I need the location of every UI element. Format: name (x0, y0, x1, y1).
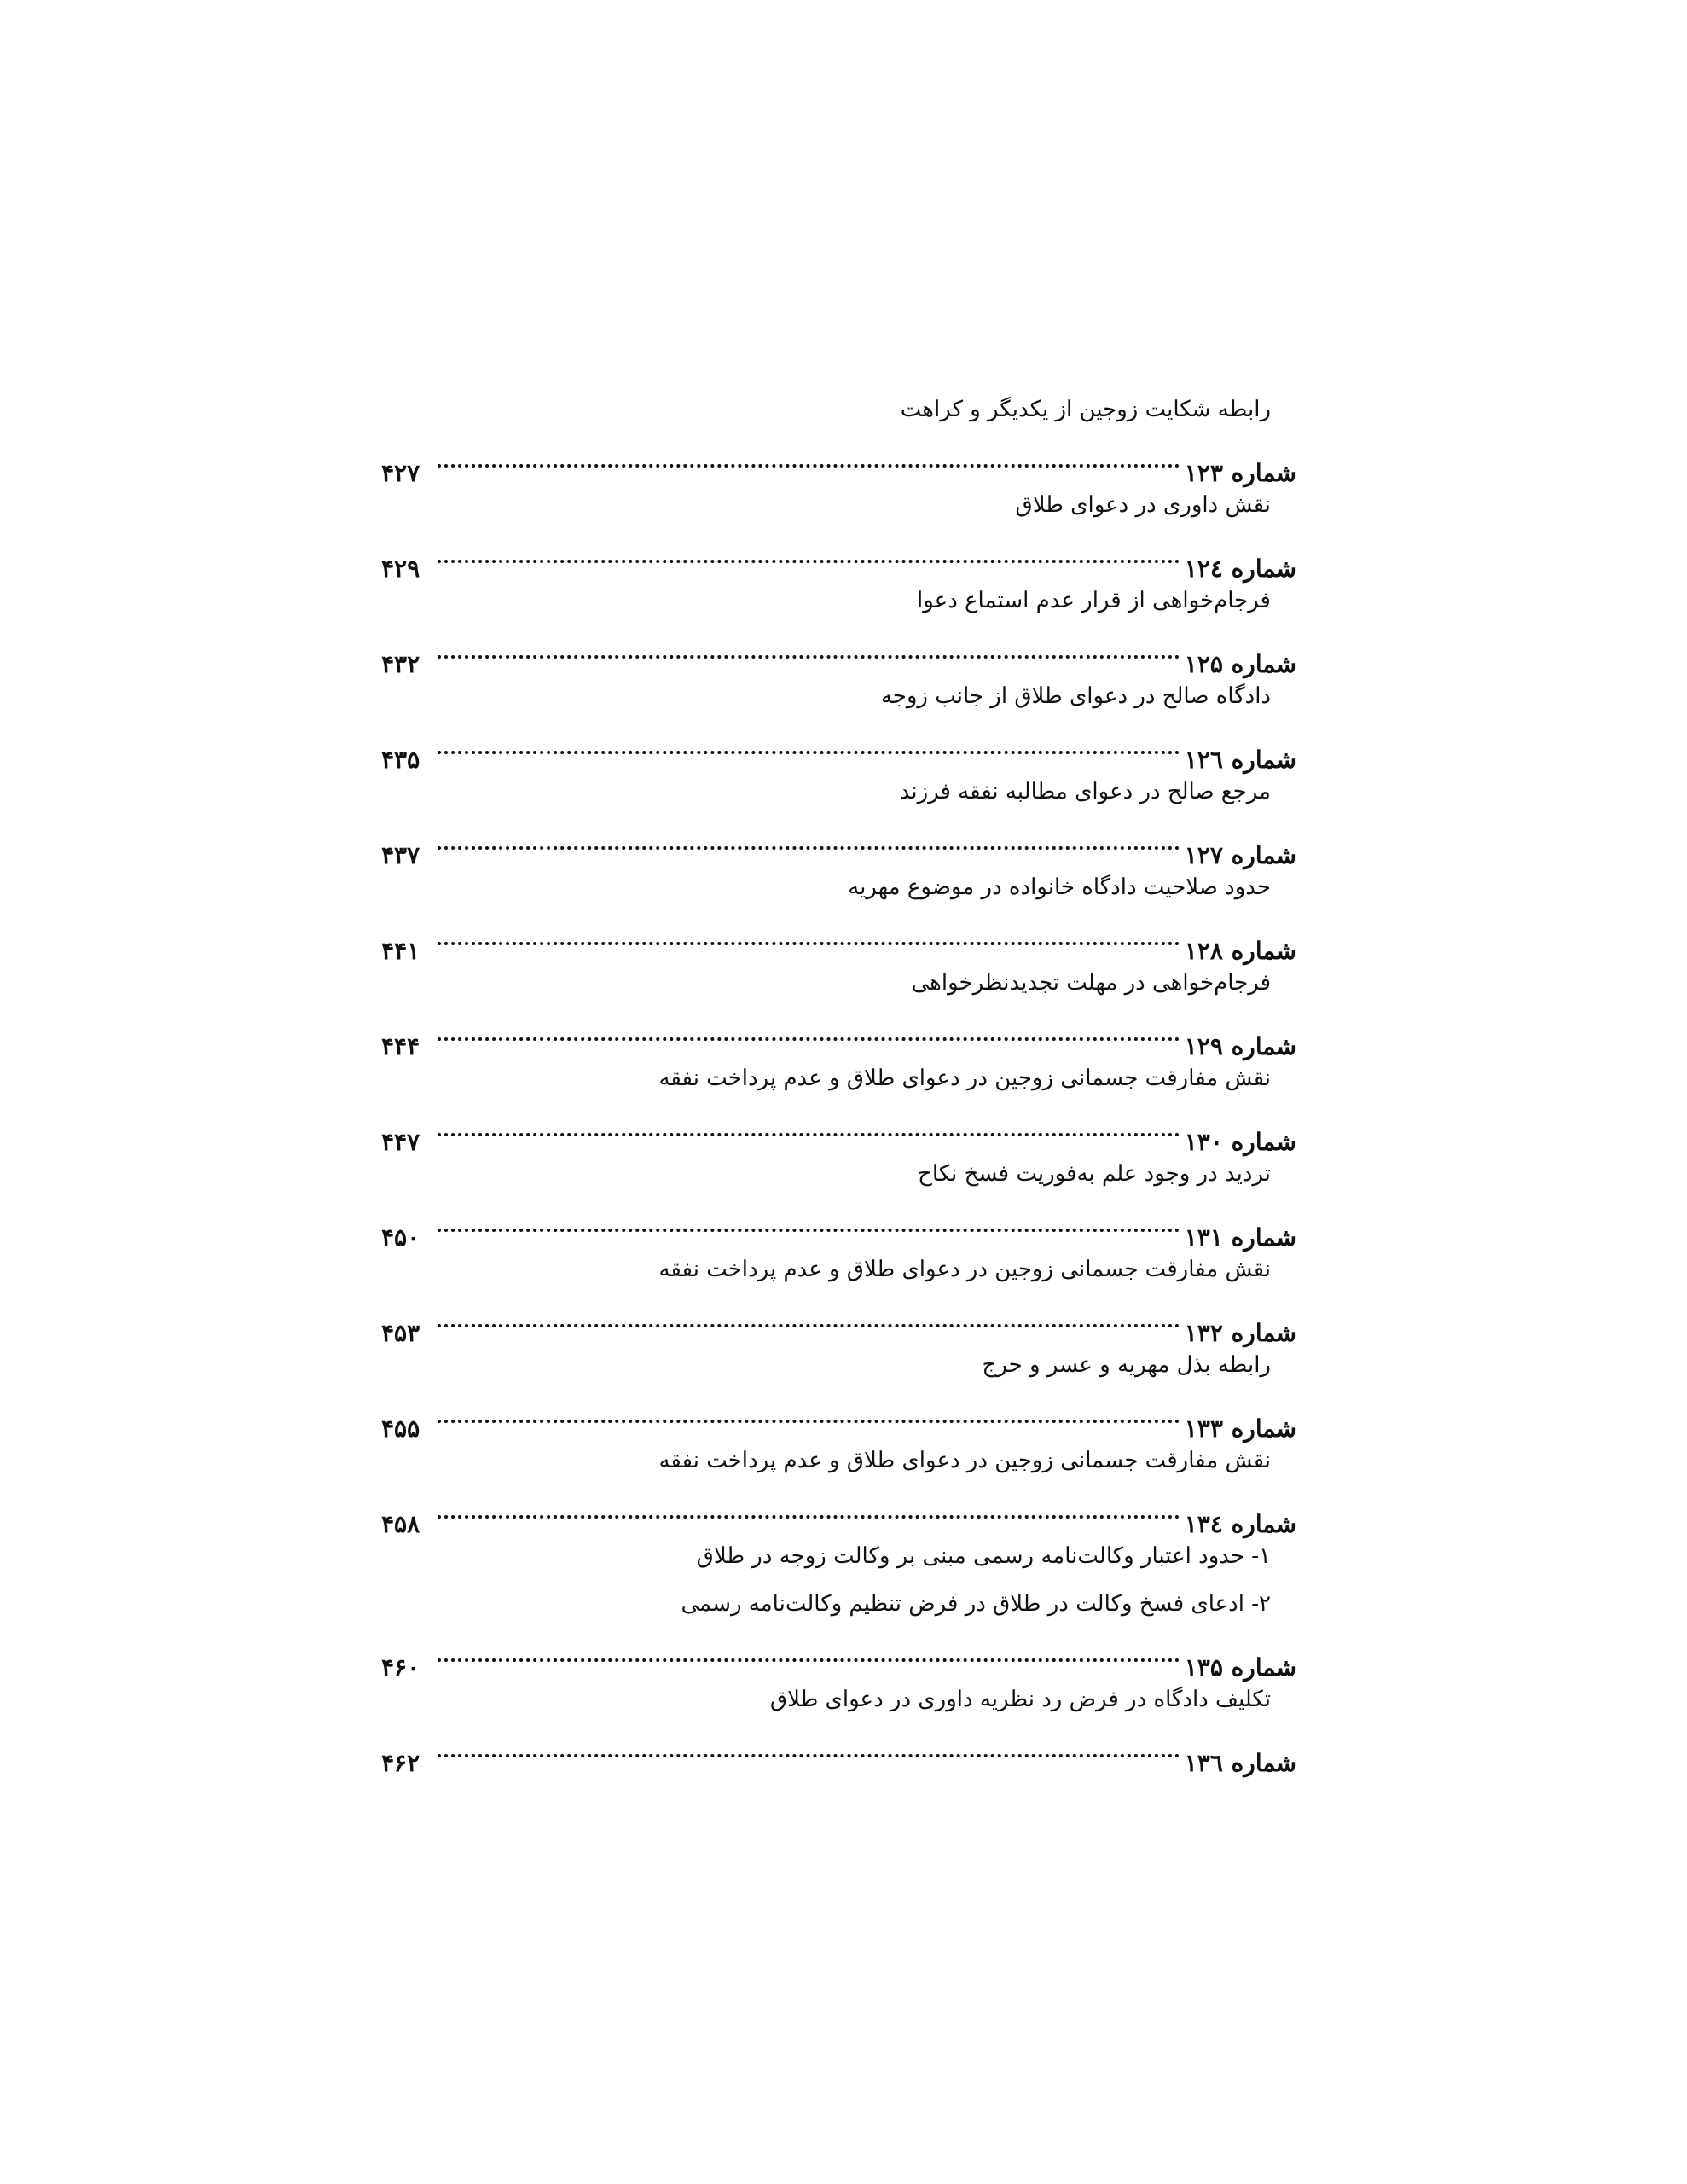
page-number: ۴۲۹ (381, 555, 420, 583)
entry-description: فرجام‌خواهی در مهلت تجدیدنظرخواهی (911, 970, 1271, 996)
dot-leader (438, 624, 1180, 672)
toc-entry (381, 1437, 1296, 1538)
entry-description: ۲- ادعای فسخ وکالت در طلاق در فرض تنظیم وکالت‌نامه رسمی (681, 1591, 1271, 1617)
page-number: ۴۵۳ (381, 1319, 420, 1347)
entry-description: فرجام‌خواهی از قرار عدم استماع دعوا (917, 588, 1271, 613)
toc-entry (381, 481, 1296, 583)
toc-entry (381, 672, 1296, 774)
dot-leader (438, 1484, 1180, 1532)
entry-number: شماره ۱۲۳ (1184, 459, 1296, 487)
entry-number: شماره ۱۲۷ (1184, 841, 1296, 869)
toc-entry (381, 577, 1296, 678)
entry-number: شماره ۱۲۹ (1184, 1032, 1296, 1060)
entry-line[interactable] (381, 816, 1296, 869)
toc-entry (381, 1246, 1296, 1347)
entry-number: شماره ۱۳٤ (1184, 1510, 1296, 1538)
page-number: ۴۲۷ (381, 459, 420, 487)
page-number: ۴۳۷ (381, 841, 420, 869)
dot-leader (438, 720, 1180, 768)
entry-line[interactable] (381, 911, 1296, 965)
entry-line[interactable] (381, 1102, 1296, 1156)
entry-line[interactable] (381, 529, 1296, 583)
dot-leader (438, 1628, 1180, 1676)
toc-entry (381, 768, 1296, 869)
toc-entry (381, 1676, 1296, 1777)
entry-number: شماره ۱۲۸ (1184, 937, 1296, 965)
entry-description: نقش مفارقت جسمانی زوجین در دعوای طلاق و عدم پرداخت نفقه (658, 1448, 1271, 1473)
entry-number: شماره ۱۳۵ (1184, 1653, 1296, 1682)
entry-description: نقش داوری در دعوای طلاق (1015, 492, 1271, 518)
entry-line[interactable] (381, 720, 1296, 774)
entry-description: دادگاه صالح در دعوای طلاق از جانب زوجه (880, 683, 1271, 709)
entry-number: شماره ۱۲٦ (1184, 746, 1296, 774)
entry-line[interactable] (381, 1007, 1296, 1060)
entry-description: تکلیف دادگاه در فرض رد نظریه داوری در دعوای طلاق (769, 1687, 1271, 1712)
toc-entry (381, 386, 1296, 487)
entry-line[interactable] (381, 1628, 1296, 1682)
entry-line[interactable] (381, 1723, 1296, 1777)
toc-entry (381, 1054, 1296, 1156)
page-number: ۴۳۵ (381, 746, 420, 774)
entry-number: شماره ۱۳٦ (1184, 1749, 1296, 1777)
dot-leader (438, 816, 1180, 863)
entry-number: شماره ۱۳۲ (1184, 1319, 1296, 1347)
entry-number: شماره ۱۲۵ (1184, 650, 1296, 678)
page-number: ۴۳۲ (381, 650, 420, 678)
dot-leader (438, 1389, 1180, 1437)
entry-number: شماره ۱۲٤ (1184, 555, 1296, 583)
entry-number: شماره ۱۳۰ (1184, 1128, 1296, 1156)
dot-leader (438, 911, 1180, 959)
entry-description: ۱- حدود اعتبار وکالت‌نامه رسمی مبنی بر وکالت زوجه در طلاق (696, 1543, 1271, 1569)
entry-description: تردید در وجود علم به‌فوریت فسخ نکاح (918, 1161, 1271, 1187)
toc-entry (381, 863, 1296, 965)
toc-entry (381, 1150, 1296, 1252)
entry-number: شماره ۱۳۱ (1184, 1223, 1296, 1252)
dot-leader (438, 1102, 1180, 1150)
dot-leader (438, 1723, 1180, 1771)
toc-entry (381, 1532, 1296, 1682)
entry-number: شماره ۱۳۳ (1184, 1414, 1296, 1443)
entry-description: رابطه شکایت زوجین از یکدیگر و کراهت (900, 397, 1271, 422)
dot-leader (438, 1293, 1180, 1341)
page-number: ۴۶۰ (381, 1653, 420, 1682)
table-of-contents (381, 386, 1296, 1777)
toc-entry (381, 959, 1296, 1060)
entry-description: نقش مفارقت جسمانی زوجین در دعوای طلاق و عدم پرداخت نفقه (658, 1257, 1271, 1282)
entry-line[interactable] (381, 624, 1296, 678)
page-number: ۴۴۷ (381, 1128, 420, 1156)
entry-description: نقش مفارقت جسمانی زوجین در دعوای طلاق و عدم پرداخت نفقه (658, 1066, 1271, 1091)
entry-line[interactable] (381, 433, 1296, 487)
entry-description: رابطه بذل مهریه و عسر و حرج (982, 1352, 1271, 1378)
dot-leader (438, 1198, 1180, 1246)
page-number: ۴۶۲ (381, 1749, 420, 1777)
dot-leader (438, 529, 1180, 577)
dot-leader (438, 433, 1180, 481)
entry-description: مرجع صالح در دعوای مطالبه نفقه فرزند (899, 779, 1271, 804)
page-number: ۴۴۴ (381, 1032, 420, 1060)
page-number: ۴۴۱ (381, 937, 420, 965)
entry-line[interactable] (381, 1293, 1296, 1347)
dot-leader (438, 1007, 1180, 1054)
toc-entry (381, 1341, 1296, 1443)
entry-line[interactable] (381, 1484, 1296, 1538)
page-number: ۴۵۸ (381, 1510, 420, 1538)
page-number: ۴۵۵ (381, 1414, 420, 1443)
entry-line[interactable] (381, 1389, 1296, 1443)
page-number: ۴۵۰ (381, 1223, 420, 1252)
entry-description: حدود صلاحیت دادگاه خانواده در موضوع مهریه (848, 874, 1271, 900)
entry-line[interactable] (381, 1198, 1296, 1252)
